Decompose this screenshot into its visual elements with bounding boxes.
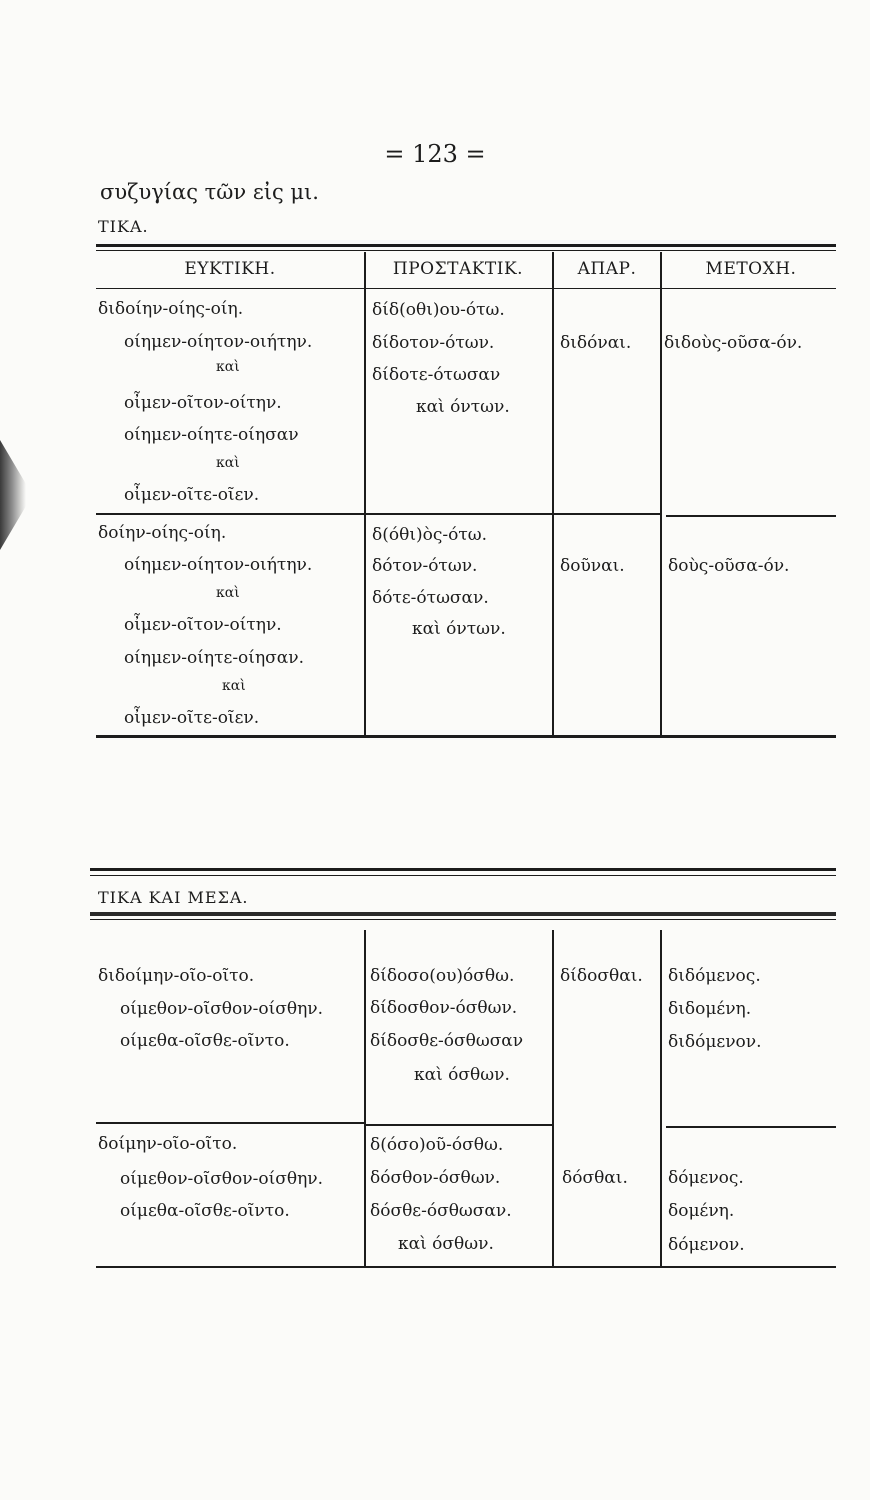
t2b1-prostaktiki-line-2: δίδοσθον-όσθων. (370, 998, 518, 1018)
header-metochi: ΜΕΤΟΧΗ. (705, 259, 797, 279)
t1b2-prostaktiki-line-4: καὶ όντων. (412, 619, 506, 639)
t1b2-prostaktiki-line-1: δ(όθι)ὸς-ότω. (372, 525, 488, 545)
t2b1-metochi-line-1: διδόμενος. (668, 966, 761, 986)
t1b1-eyktiki-line-7: οἶμεν-οῖτε-οῖεν. (124, 485, 260, 505)
t1b1-eyktiki-line-3: καὶ (216, 359, 240, 375)
t1b2-eyktiki-line-1: δοίην-οίης-οίη. (98, 523, 227, 543)
table2-divider-1 (364, 930, 366, 1268)
section2-top-rule (90, 868, 836, 871)
table2-divider-3 (660, 930, 662, 1268)
table2-divider-2 (552, 930, 554, 1268)
t2b2-prostaktiki-line-4: καὶ όσθων. (398, 1234, 494, 1254)
t2b1-metochi-line-2: διδομένη. (668, 999, 752, 1019)
t2b1-prostaktiki-line-3: δίδοσθε-όσθωσαν (370, 1031, 524, 1051)
t1b1-metochi: διδοὺς-οῦσα-όν. (664, 333, 803, 353)
table1-block-rule-2 (366, 513, 552, 515)
t1b1-prostaktiki-line-3: δίδοτε-ότωσαν (372, 365, 501, 385)
t2b2-metochi-line-3: δόμενον. (668, 1235, 745, 1255)
header-aparemfato: ΑΠΑΡ. (577, 259, 637, 279)
section2-title-rule (90, 912, 836, 916)
table1-block-rule-1 (96, 513, 364, 515)
t1b1-eyktiki-line-4: οἶμεν-οῖτον-οίτην. (124, 393, 282, 413)
table1-divider-3 (660, 252, 662, 736)
section2-title: ΤΙΚΑ ΚΑΙ ΜΕΣΑ. (98, 888, 249, 907)
t1b1-prostaktiki-line-2: δίδοτον-ότων. (372, 333, 495, 353)
t1b1-prostaktiki-line-4: καὶ όντων. (416, 397, 510, 417)
header-prostaktiki: ΠΡΟΣΤΑΚΤΙΚ. (392, 259, 524, 279)
t1b2-eyktiki-line-3: καὶ (216, 585, 240, 601)
table2-block-rule-2 (366, 1124, 552, 1126)
table2-block-rule-1 (96, 1122, 364, 1124)
t1b2-eyktiki-line-6: καὶ (222, 678, 246, 694)
t2b2-aparemfato: δόσθαι. (562, 1168, 628, 1188)
t2b2-eyktiki-line-2: οίμεθον-οῖσθον-οίσθην. (120, 1169, 324, 1189)
t1b2-eyktiki-line-4: οἶμεν-οῖτον-οίτην. (124, 615, 282, 635)
t1b2-eyktiki-line-5: οίημεν-οίητε-οίησαν. (124, 648, 304, 668)
header-eyktiki: ΕΥΚΤΙΚΗ. (184, 259, 276, 279)
t1b1-eyktiki-line-1: διδοίην-οίης-οίη. (98, 299, 244, 319)
t1b1-eyktiki-line-2: οίημεν-οίητον-οιήτην. (124, 332, 313, 352)
t2b1-prostaktiki-line-1: δίδοσο(ου)όσθω. (370, 966, 515, 986)
t2b2-metochi-line-2: δομένη. (668, 1201, 735, 1221)
page-number: = 123 = (384, 140, 486, 168)
t2b1-metochi-line-3: διδόμενον. (668, 1032, 762, 1052)
t1b2-prostaktiki-line-2: δότον-ότων. (372, 556, 478, 576)
t1b2-aparemfato: δοῦναι. (560, 556, 625, 576)
t1b1-eyktiki-line-6: καὶ (216, 455, 240, 471)
t2b2-eyktiki-line-1: δοίμην-οῖο-οῖτο. (98, 1134, 238, 1154)
t2b1-eyktiki-line-2: οίμεθον-οῖσθον-οίσθην. (120, 999, 324, 1019)
t2b2-metochi-line-1: δόμενος. (668, 1168, 744, 1188)
t2b1-aparemfato: δίδοσθαι. (560, 966, 643, 986)
table1-top-rule-inner (96, 250, 836, 251)
table1-divider-2 (552, 252, 554, 736)
table1-block-rule-4 (666, 515, 836, 517)
heading-line: συζυγίας τῶν εἰς μι. (100, 180, 319, 204)
t2b1-eyktiki-line-1: διδοίμην-οῖο-οῖτο. (98, 966, 255, 986)
t2b2-prostaktiki-line-3: δόσθε-όσθωσαν. (370, 1201, 512, 1221)
section1-title: ΤΙΚΑ. (98, 217, 149, 236)
table1-header-rule (96, 288, 836, 289)
page-edge-shadow (0, 440, 26, 550)
t1b2-eyktiki-line-2: οίημεν-οίητον-οιήτην. (124, 555, 313, 575)
t1b1-aparemfato: διδόναι. (560, 333, 632, 353)
table1-bottom-rule (96, 735, 836, 738)
t1b2-metochi: δοὺς-οῦσα-όν. (668, 556, 790, 576)
t2b2-prostaktiki-line-2: δόσθον-όσθων. (370, 1168, 501, 1188)
table1-divider-1 (364, 252, 366, 736)
t1b1-eyktiki-line-5: οίημεν-οίητε-οίησαν (124, 425, 299, 445)
t1b2-prostaktiki-line-3: δότε-ότωσαν. (372, 588, 489, 608)
table1-top-rule (96, 244, 836, 247)
t1b1-prostaktiki-line-1: δίδ(οθι)ου-ότω. (372, 300, 505, 320)
t1b2-eyktiki-line-7: οἶμεν-οῖτε-οῖεν. (124, 708, 260, 728)
table1-block-rule-3 (554, 513, 660, 515)
section2-top-rule-inner (90, 875, 836, 876)
t2b2-prostaktiki-line-1: δ(όσο)οῦ-όσθω. (370, 1135, 504, 1155)
t2b2-eyktiki-line-3: οίμεθα-οῖσθε-οῖντο. (120, 1201, 290, 1221)
section2-title-rule-inner (90, 919, 836, 920)
table2-block-rule-3 (666, 1126, 836, 1128)
t2b1-eyktiki-line-3: οίμεθα-οῖσθε-οῖντο. (120, 1031, 290, 1051)
table2-bottom-rule (96, 1266, 836, 1268)
t2b1-prostaktiki-line-4: καὶ όσθων. (414, 1065, 510, 1085)
